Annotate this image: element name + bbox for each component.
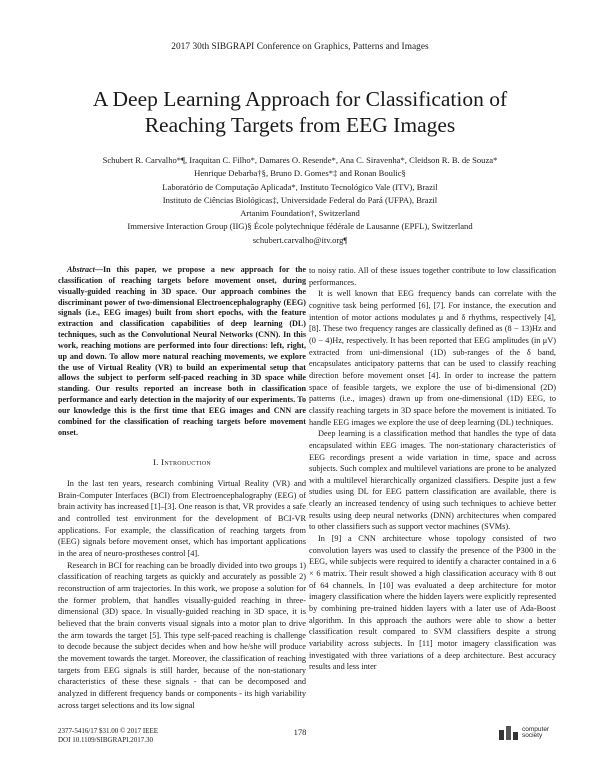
abstract-text: —In this paper, we propose a new approach for the classification of reaching targets before movement onset, during visually-guided reaching in 3D space. Our approach combines the discriminant power of two-dimensional Electroencephalography (EEG) signals (i.e., EEG images) built from short epochs, with the feature extraction and classification capabilities of deep learning (DL) techniques, such as the Convolutional Neural Networks (CNN). In this work, reaching motions are performed into four directions: left, right, up and down. To allow more natural reaching movements, we explore the use of Virtual Reality (VR) to build an experimental setup that allows the subject to perform self-paced reaching in 3D space while standing. Our results reported an increase both in classification performance and early detection in the majority of our experiments. To our knowledge this is the first time that EEG images and CNN are combined for the classification of reaching targets before movement onset.: [58, 265, 306, 437]
affiliation-4: Immersive Interaction Group (IIG)§ École polytechnique fédérale de Lausanne (EPFL), Switzerland: [127, 221, 473, 232]
footer-doi: DOI 10.1109/SIBGRAPI.2017.30: [58, 736, 154, 744]
paper-title: [40, 86, 560, 138]
authors-line-1: Schubert R. Carvalho*¶, Iraquitan C. Filho*, Damares O. Resende*, Ana C. Siravenha*, Cleidson R. B. de Souza*: [102, 155, 498, 165]
contact-email: schubert.carvalho@itv.org¶: [252, 234, 348, 245]
affiliation-3: Artanim Foundation†, Switzerland: [240, 208, 360, 219]
abstract: [58, 265, 306, 439]
paragraph-4: It is well known that EEG frequency bands can correlate with the cognitive task being performed [6], [7]. For instance, the execution and intention of motor actions modulates μ and δ rhythms, respectively [4], [8]. These two frequency ranges are classically defined as (8 − 13)Hz and (0 − 4)Hz, respectively. It has been reported that EEG amplitudes (in μV) extracted from uni-dimensional (1D) sub-ranges of the δ band, encapsulates anticipatory patterns that can be used to classify reaching direction before movement onset [4]. In order to increase the pattern space of feasible targets, we explore the use of bi-dimensional (2D) patterns (i.e., images) drawn up from one-dimensional (1D) EEG, to classify reaching targets in 3D space before the movement is initiated. To handle EEG images we explore the use of deep learning (DL) techniques.: [309, 289, 556, 427]
computer-society-logo-icon: [498, 725, 520, 741]
left-column: [58, 265, 306, 711]
section-heading-introduction: I. Introduction: [152, 456, 212, 467]
paragraph-6: In [9] a CNN architecture whose topology consisted of two convolution layers was used to classify the presence of the P300 in the EEG, while subjects were required to identify a character contained in a 6 × 6 matrix. Their result showed a high classification accuracy with 8 out of 64 channels. In [10] was evaluated a deep architecture for motor imagery classification where the hidden layers were explicitly represented by combining pre-trained hidden layers with a later use of Ada-Boost algorithm. In this approach the authors were able to show a better classification result compared to SVM classifiers despite a strong variability across subjects. In [11] motor imagery classification was investigated with three variations of a deep architecture. Best accuracy results and less inter: [309, 534, 556, 672]
logo-text-line-1: computer: [522, 725, 550, 733]
ieee-computer-society-logo: [498, 725, 549, 741]
paragraph-5: Deep learning is a classification method that handles the type of data encapsulated within EEG images. The non-stationary characteristics of EEG recordings present a wide variation in time, space and across subjects. Such complex and multilevel variations are prone to be analyzed with a multilevel hierarchically organized classifiers. Despite just a few studies using DL for EEG pattern classification are available, there is clearly an increased tendency of using such techniques to achieve better results using deep neural networks (DNN) architectures when compared to other classifiers such as support vector machines (SVMs).: [309, 429, 556, 532]
footer-issn: 2377-5416/17 $31.00 © 2017 IEEE: [58, 727, 159, 735]
author-block: [20, 154, 580, 247]
paragraph-1: In the last ten years, research combining Virtual Reality (VR) and Brain-Computer Interfaces (BCI) from Electroencephalography (EEG) of brain activity has increased [1]–[3]. One reason is that, VR provides a safe and controlled test environment for the development of BCI-VR applications. For example, the classification of reaching targets from (EEG) signals before movement onset, which has important applications in the area of neuro-prostheses control [4].: [58, 479, 306, 559]
right-column: [309, 265, 556, 673]
title-line-1: A Deep Learning Approach for Classification of: [92, 87, 508, 111]
abstract-lead: Abstract: [67, 265, 95, 274]
logo-text: [522, 727, 549, 740]
title-line-2: Reaching Targets from EEG Images: [144, 113, 456, 137]
logo-text-line-2: society: [522, 732, 543, 739]
affiliation-2: Instituto de Ciências Biológicas‡, Universidade Federal do Pará (UFPA), Brazil: [162, 194, 438, 205]
affiliation-1: Laboratório de Computação Aplicada*, Instituto Tecnológico Vale (ITV), Brazil: [162, 181, 438, 192]
page-number: 178: [293, 727, 307, 737]
paragraph-2: Research in BCI for reaching can be broadly divided into two groups 1) classification of reaching targets as quickly and accurately as possible 2) reconstruction of arm trajectories. In this work, we propose a solution for the former problem, that handles visually-guided reaching in three-dimensional (3D) space. In visually-guided reaching in 3D space, it is believed that the brain converts visual signals into a motor plan to drive the arm towards the target [5]. This type self-paced reaching is challenge to decode because the subject decides when and how he/she will produce the movement towards the target. Moreover, the classification of reaching targets from EEG signals is still harder, because of the non-stationary characteristics of these these signals - that can be decomposed and analyzed in different frequency bands or components - its high variability across target selections and its low signal: [58, 560, 306, 710]
authors-line-2: Henrique Debarba†§, Bruno D. Gomes*‡ and Ronan Boulic§: [194, 168, 406, 179]
paragraph-3: to noisy ratio. All of these issues together contribute to low classification performances.: [309, 266, 556, 287]
conference-header: 2017 30th SIBGRAPI Conference on Graphics, Patterns and Images: [171, 42, 429, 52]
